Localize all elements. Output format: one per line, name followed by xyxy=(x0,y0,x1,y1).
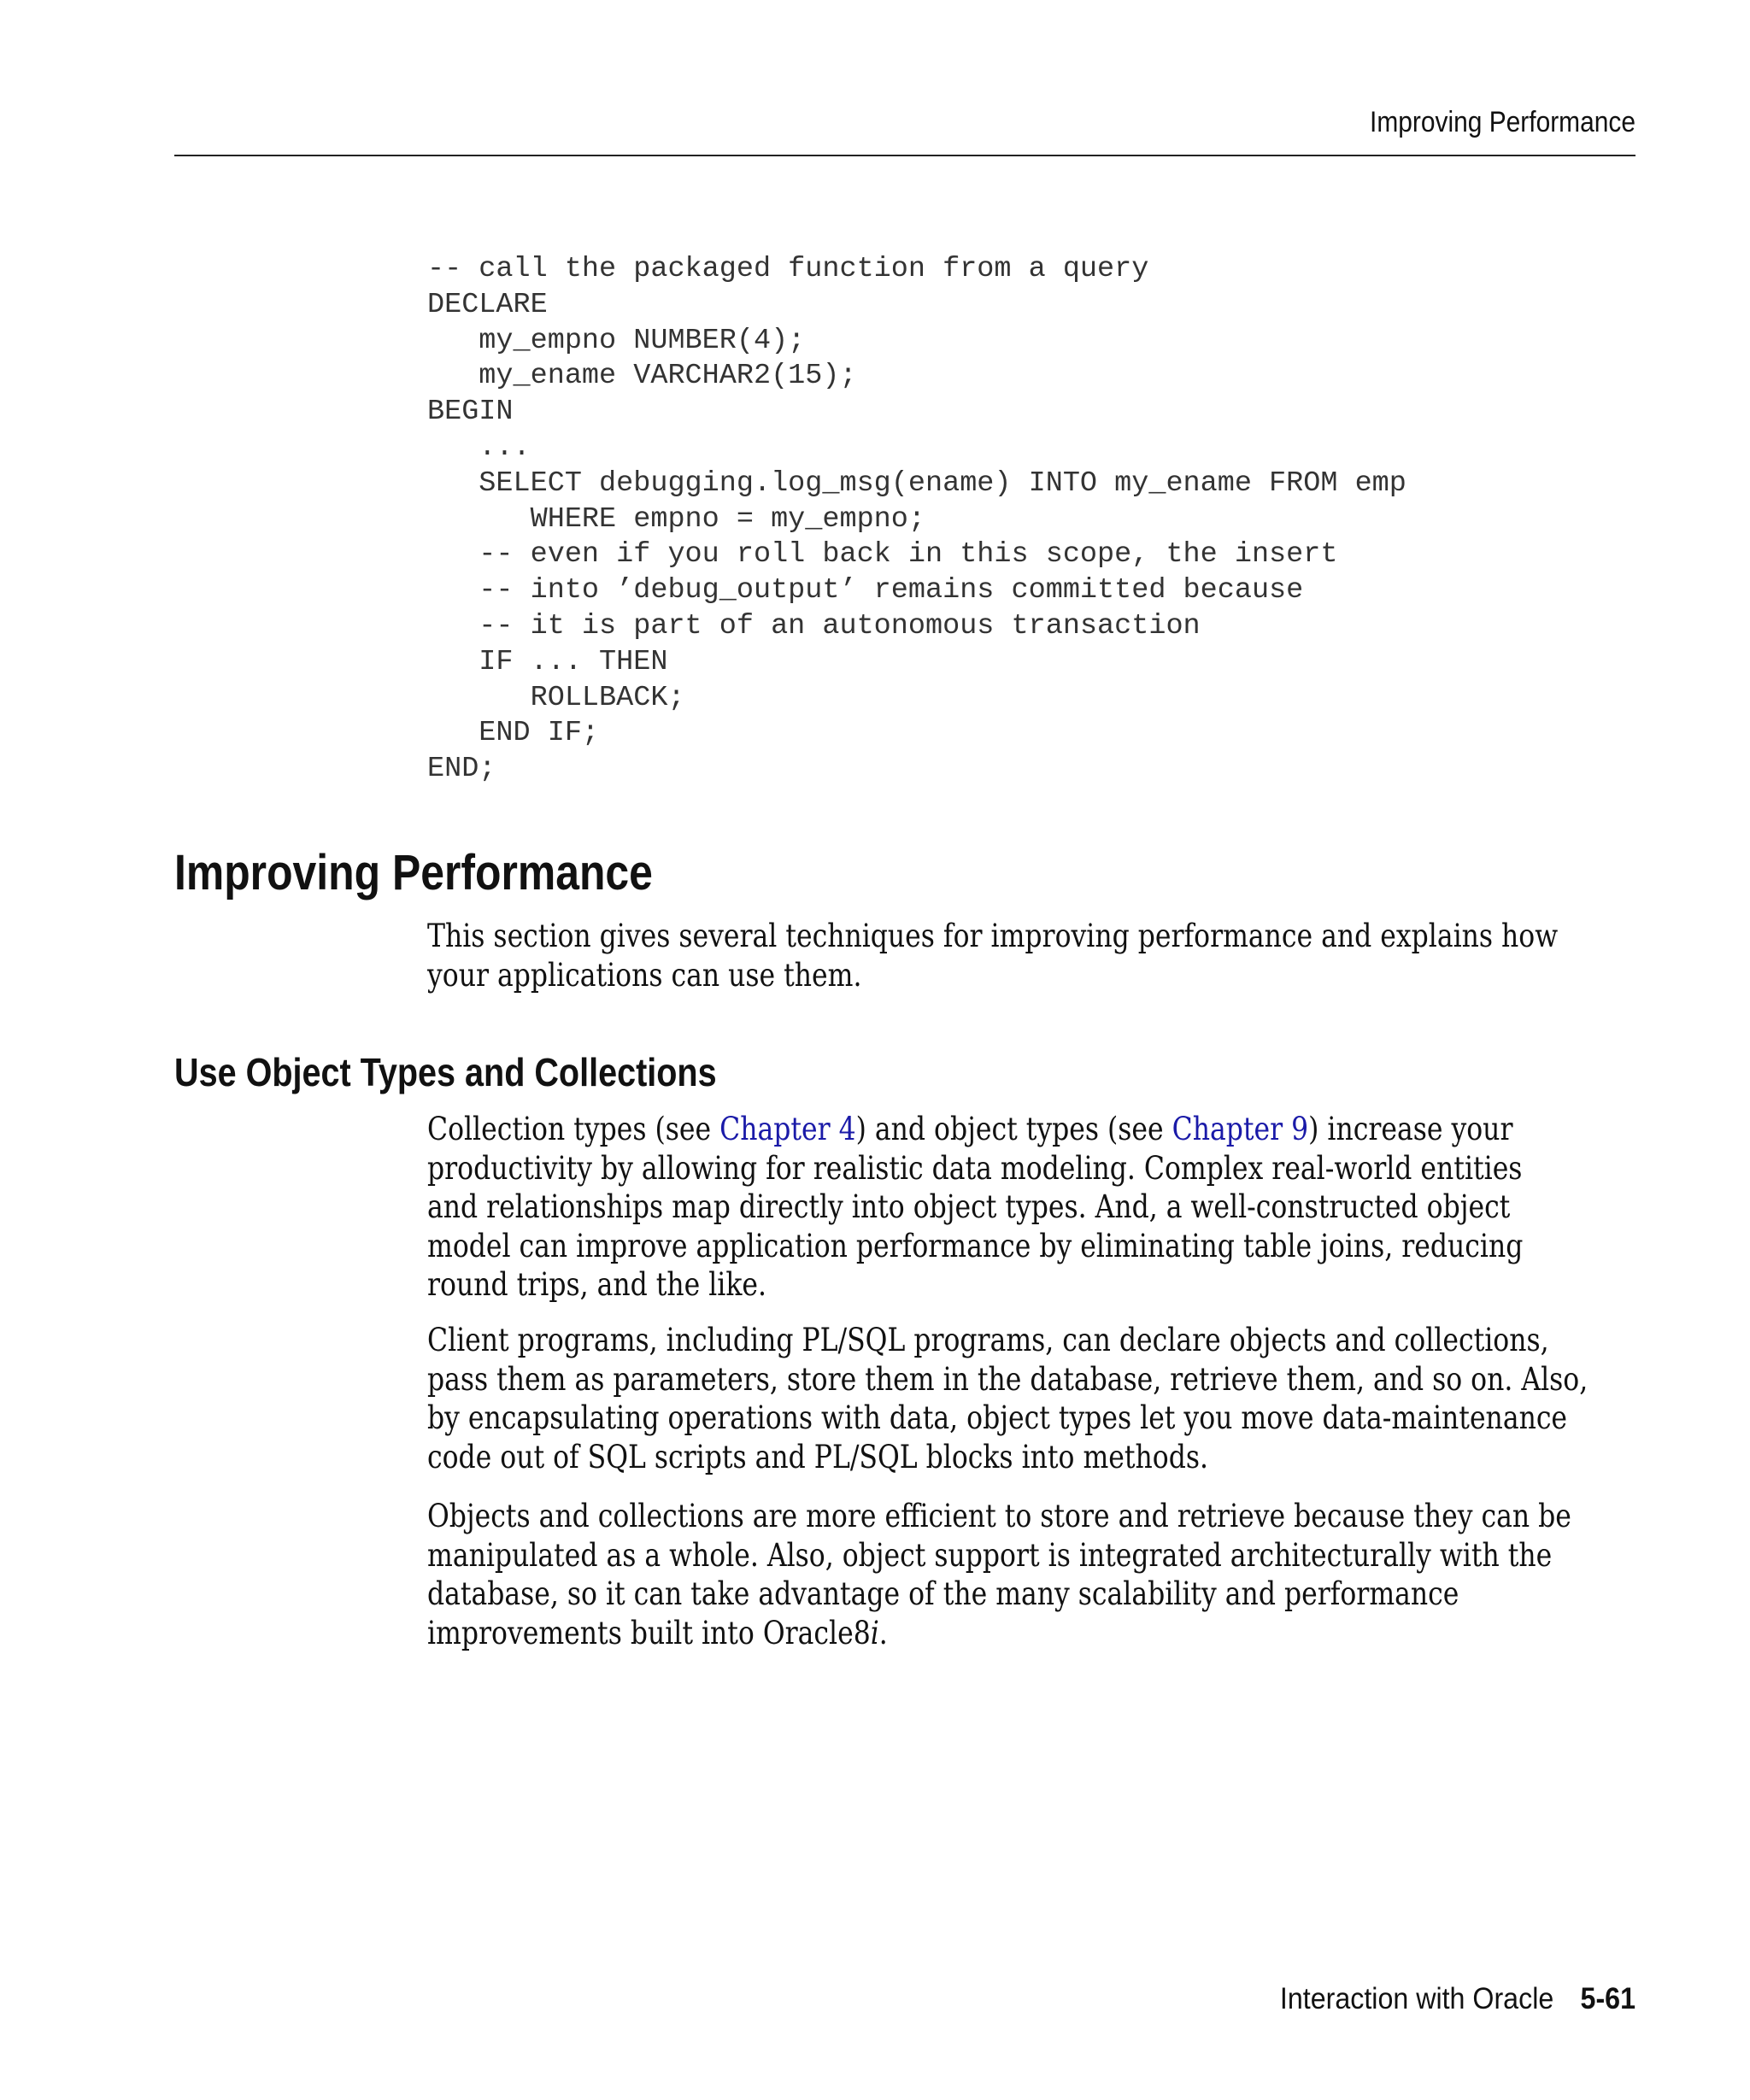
chapter-title: Interaction with Oracle xyxy=(1279,1982,1554,2015)
text-run: ) increase your xyxy=(1308,1111,1513,1147)
section-heading: Improving Performance xyxy=(174,845,653,900)
code-line: DECLARE xyxy=(427,288,548,321)
code-example xyxy=(427,252,1406,788)
code-line: my_empno NUMBER(4); xyxy=(427,324,806,357)
code-line: END IF; xyxy=(427,717,600,750)
text-line xyxy=(427,1614,1459,1653)
text-line: and relationships map directly into object types. And, a well-constructed object xyxy=(427,1188,1511,1225)
chapter-4-link[interactable]: Chapter 4 xyxy=(719,1111,856,1147)
text-line: by encapsulating operations with data, object types let you move data-maintenance xyxy=(427,1399,1568,1436)
text-line: database, so it can take advantage of the many scalability and performance xyxy=(427,1575,1459,1612)
text-line xyxy=(427,1110,1513,1149)
code-line: ... xyxy=(427,431,531,464)
text-run: . xyxy=(878,1614,888,1651)
code-line: my_ename VARCHAR2(15); xyxy=(427,360,857,393)
subsection-heading: Use Object Types and Collections xyxy=(174,1050,717,1094)
section-intro xyxy=(427,917,1641,994)
code-line: -- into ’debug_output’ remains committed because xyxy=(427,574,1304,607)
text-line: manipulated as a whole. Also, object support is integrated architecturally with the xyxy=(427,1536,1553,1574)
text-line: pass them as parameters, store them in the database, retrieve them, and so on. Also, xyxy=(427,1360,1589,1398)
text-run: Collection types (see xyxy=(427,1111,720,1147)
text-line: Objects and collections are more efficient to store and retrieve because they can be xyxy=(427,1498,1571,1534)
code-line: -- call the packaged function from a query xyxy=(427,253,1149,285)
text-line: productivity by allowing for realistic data modeling. Complex real-world entities xyxy=(427,1149,1523,1187)
page-number: 5-61 xyxy=(1580,1982,1635,2015)
text-line: code out of SQL scripts and PL/SQL blocks into methods. xyxy=(427,1438,1208,1475)
text-run: improvements built into Oracle8 xyxy=(427,1614,871,1651)
text-line: model can improve application performance by eliminating table joins, reducing xyxy=(427,1227,1524,1264)
code-line: WHERE empno = my_empno; xyxy=(427,502,925,536)
product-version-italic: i xyxy=(870,1614,879,1651)
code-line: IF ... THEN xyxy=(427,645,668,678)
text-line: Client programs, including PL/SQL programs, can declare objects and collections, xyxy=(427,1322,1549,1358)
code-line: END; xyxy=(427,753,496,786)
code-line: BEGIN xyxy=(427,396,514,429)
chapter-9-link[interactable]: Chapter 9 xyxy=(1172,1111,1309,1147)
header-rule xyxy=(174,155,1635,156)
text-line: round trips, and the like. xyxy=(427,1266,767,1303)
code-line: -- it is part of an autonomous transaction xyxy=(427,609,1201,642)
paragraph-collections xyxy=(427,1110,1641,1305)
paragraph-client-programs xyxy=(427,1321,1641,1476)
code-line: ROLLBACK; xyxy=(427,681,685,714)
code-line: SELECT debugging.log_msg(ename) INTO my_ename FROM emp xyxy=(427,466,1406,500)
page-footer xyxy=(1074,1982,1635,2016)
text-line: This section gives several techniques for improving performance and explains how xyxy=(427,918,1559,954)
paragraph-efficiency xyxy=(427,1497,1641,1652)
running-header: Improving Performance xyxy=(1370,106,1635,138)
text-run: ) and object types (see xyxy=(855,1111,1172,1147)
code-line: -- even if you roll back in this scope, the insert xyxy=(427,538,1338,572)
text-line: your applications can use them. xyxy=(427,956,862,994)
